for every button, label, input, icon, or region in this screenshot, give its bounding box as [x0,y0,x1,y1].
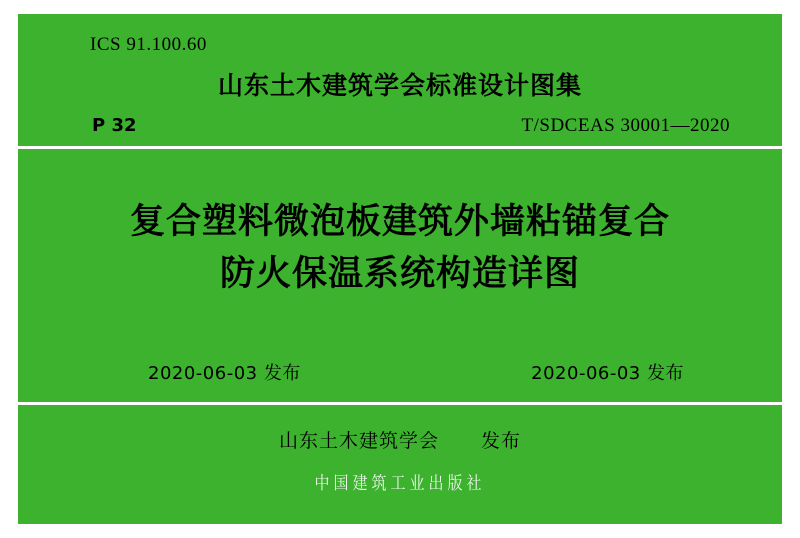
book-cover [18,14,782,524]
effective-date: 2020-06-03 发布 [531,363,684,384]
press-logo-text: 中国建筑工业出版社 [314,472,486,494]
organization-standard-title: 山东土木建筑学会标准设计图集 [217,71,582,100]
publisher-name: 山东土木建筑学会 [278,430,439,452]
publisher-action: 发布 [481,430,522,452]
standard-number: T/SDCEAS 30001—2020 [521,115,730,136]
issue-date: 2020-06-03 发布 [148,363,301,384]
divider-bottom [18,402,782,405]
divider-top [18,146,782,149]
date-row [18,359,782,389]
page-title-line-1: 复合塑料微泡板建筑外墙粘锚复合 [129,202,670,242]
page-title-line-2: 防火保温系统构造详图 [219,254,580,294]
cover-header [18,14,782,146]
ics-code: ICS 91.100.60 [90,34,207,55]
classification-code: P 32 [92,115,137,136]
press-logo [18,472,782,493]
publisher-row [18,426,782,453]
page-title [58,196,742,300]
